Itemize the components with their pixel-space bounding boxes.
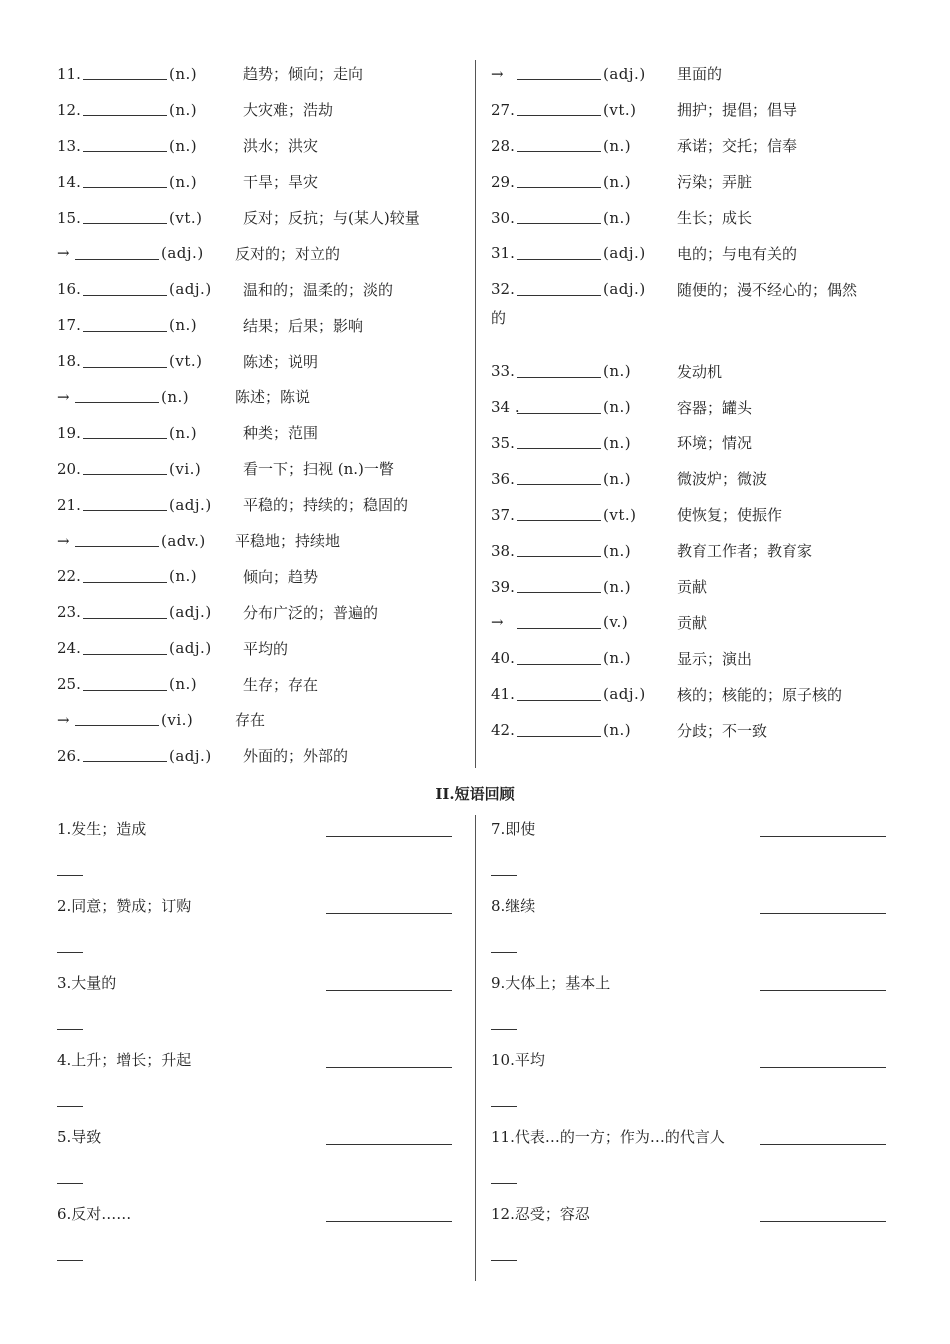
answer-line[interactable] <box>326 990 452 991</box>
answer-blank[interactable] <box>83 79 167 80</box>
item-number: 28. <box>491 136 515 155</box>
item-number: 11. <box>57 64 81 83</box>
section-heading: II.短语回顾 <box>435 785 515 803</box>
answer-blank[interactable] <box>517 736 601 737</box>
item-number: 34 . <box>491 398 520 417</box>
vocab-item <box>57 523 467 559</box>
part-of-speech: (n.) <box>603 172 632 191</box>
item-number: 17. <box>57 316 81 335</box>
vocab-item <box>491 712 911 748</box>
phrase-prompt: 7.即使 <box>491 820 536 838</box>
word-meaning: 外面的；外部的 <box>243 747 349 766</box>
vocab-item <box>491 569 911 605</box>
item-number: 23. <box>57 603 81 622</box>
part-of-speech: (vi.) <box>169 459 202 478</box>
part-of-speech: (n.) <box>169 316 198 335</box>
answer-blank[interactable] <box>517 79 601 80</box>
part-of-speech: (adj.) <box>169 639 212 658</box>
answer-line-continuation[interactable] <box>57 875 83 876</box>
vocab-item <box>57 164 467 200</box>
vocab-item <box>57 666 467 702</box>
word-meaning: 教育工作者；教育家 <box>677 542 813 561</box>
part-of-speech: (n.) <box>169 64 198 83</box>
part-of-speech: (adv.) <box>161 531 206 550</box>
item-number: 39. <box>491 577 515 596</box>
item-number: 40. <box>491 649 515 668</box>
part-of-speech: (adj.) <box>603 685 646 704</box>
word-meaning: 趋势；倾向；走向 <box>243 65 364 84</box>
answer-blank[interactable] <box>517 484 601 485</box>
word-meaning: 里面的 <box>677 65 723 84</box>
vocab-list-left <box>57 56 467 774</box>
vocab-item <box>491 200 911 236</box>
word-meaning: 陈述；陈说 <box>235 388 311 407</box>
phrase-prompt: 8.继续 <box>491 897 536 915</box>
vocab-item <box>491 271 911 307</box>
vocab-item <box>491 128 911 164</box>
part-of-speech: (n.) <box>603 649 632 668</box>
word-meaning: 平稳地；持续地 <box>235 532 341 551</box>
word-meaning: 反对的；对立的 <box>235 244 341 263</box>
vocab-item <box>57 92 467 128</box>
item-number: 33. <box>491 362 515 381</box>
answer-blank[interactable] <box>83 151 167 152</box>
answer-line-continuation[interactable] <box>491 952 517 953</box>
item-number: 29. <box>491 172 515 191</box>
part-of-speech: (n.) <box>603 577 632 596</box>
answer-blank[interactable] <box>83 618 167 619</box>
part-of-speech: (adj.) <box>161 244 204 263</box>
item-number: 14. <box>57 172 81 191</box>
phrase-prompt: 11.代表…的一方；作为…的代言人 <box>491 1128 725 1146</box>
item-number: → <box>57 244 70 263</box>
answer-blank[interactable] <box>75 259 159 260</box>
answer-blank[interactable] <box>517 377 601 378</box>
answer-blank[interactable] <box>517 259 601 260</box>
answer-line-continuation[interactable] <box>491 875 517 876</box>
item-number: 31. <box>491 244 515 263</box>
word-meaning: 发动机 <box>677 362 723 381</box>
answer-line[interactable] <box>760 990 886 991</box>
word-meaning: 生长；成长 <box>677 209 753 227</box>
vocab-list-right <box>491 56 911 748</box>
item-number: → <box>491 613 504 632</box>
answer-line[interactable] <box>760 836 886 837</box>
vocab-item <box>57 271 467 307</box>
answer-line[interactable] <box>326 836 452 837</box>
vocab-item <box>57 307 467 343</box>
vocab-item <box>491 533 911 569</box>
answer-blank[interactable] <box>83 438 167 439</box>
phrase-prompt: 2.同意；赞成；订购 <box>57 897 192 915</box>
part-of-speech: (vt.) <box>169 208 203 227</box>
vocab-item <box>57 415 467 451</box>
word-meaning: 存在 <box>235 711 266 730</box>
item-number: → <box>57 531 70 550</box>
part-of-speech: (vi.) <box>161 710 194 729</box>
word-meaning: 大灾难；浩劫 <box>243 101 334 120</box>
word-meaning: 温和的；温柔的；淡的 <box>243 280 394 299</box>
answer-blank[interactable] <box>517 223 601 224</box>
vocab-item <box>57 558 467 594</box>
item-number: 15. <box>57 208 81 227</box>
word-meaning: 拥护；提倡；倡导 <box>677 101 798 120</box>
part-of-speech: (n.) <box>603 541 632 560</box>
item-number: 12. <box>57 100 81 119</box>
answer-line[interactable] <box>760 913 886 914</box>
column-divider <box>475 815 476 1281</box>
item-number: 32. <box>491 280 515 299</box>
part-of-speech: (adj.) <box>169 746 212 765</box>
answer-blank[interactable] <box>75 546 159 547</box>
word-meaning: 电的；与电有关的 <box>677 244 798 263</box>
answer-line[interactable] <box>760 1144 886 1145</box>
answer-line-continuation[interactable] <box>491 1029 517 1030</box>
phrase-prompt: 3.大量的 <box>57 974 117 992</box>
answer-line-continuation[interactable] <box>57 1029 83 1030</box>
item-number: 24. <box>57 639 81 658</box>
part-of-speech: (adj.) <box>603 280 646 299</box>
item-number: 16. <box>57 280 81 299</box>
part-of-speech: (adj.) <box>169 603 212 622</box>
word-meaning: 看一下；扫视 (n.)一瞥 <box>243 460 394 479</box>
part-of-speech: (n.) <box>603 136 632 155</box>
answer-blank[interactable] <box>83 654 167 655</box>
part-of-speech: (adj.) <box>603 64 646 83</box>
word-meaning: 承诺；交托；信奉 <box>677 137 798 156</box>
vocab-item <box>491 56 911 92</box>
vocab-item <box>57 738 467 774</box>
item-number: 18. <box>57 352 81 371</box>
word-meaning: 平均的 <box>243 639 289 658</box>
phrase-prompt: 4.上升；增长；升起 <box>57 1051 192 1069</box>
part-of-speech: (n.) <box>169 423 198 442</box>
vocab-item <box>491 461 911 497</box>
answer-line[interactable] <box>326 1144 452 1145</box>
vocab-item <box>57 630 467 666</box>
answer-blank[interactable] <box>83 187 167 188</box>
answer-blank[interactable] <box>517 592 601 593</box>
word-meaning: 种类；范围 <box>243 424 319 443</box>
item-number: → <box>57 387 70 406</box>
item-number: 36. <box>491 469 515 488</box>
answer-blank[interactable] <box>83 331 167 332</box>
part-of-speech: (n.) <box>603 208 632 227</box>
word-meaning: 倾向；趋势 <box>243 567 319 586</box>
vocab-item <box>491 164 911 200</box>
word-meaning: 使恢复；使振作 <box>677 506 783 525</box>
part-of-speech: (vt.) <box>169 352 203 371</box>
part-of-speech: (adj.) <box>603 244 646 263</box>
answer-blank[interactable] <box>83 474 167 475</box>
word-meaning: 容器；罐头 <box>677 398 753 417</box>
answer-blank[interactable] <box>83 367 167 368</box>
vocab-item <box>491 497 911 533</box>
item-number: 26. <box>57 746 81 765</box>
phrase-prompt: 9.大体上；基本上 <box>491 974 611 992</box>
word-meaning: 随便的；漫不经心的；偶然 <box>677 280 858 299</box>
part-of-speech: (vt.) <box>603 100 637 119</box>
vocab-item <box>57 487 467 523</box>
part-of-speech: (v.) <box>603 613 629 632</box>
vocab-item <box>491 92 911 128</box>
vocab-item <box>491 640 911 676</box>
vocab-item <box>491 235 911 271</box>
vocab-item <box>57 379 467 415</box>
part-of-speech: (n.) <box>603 398 632 417</box>
part-of-speech: (n.) <box>603 362 632 381</box>
part-of-speech: (n.) <box>169 136 198 155</box>
item-number: 42. <box>491 721 515 740</box>
part-of-speech: (n.) <box>603 433 632 452</box>
answer-blank[interactable] <box>75 725 159 726</box>
phrase-prompt: 12.忍受；容忍 <box>491 1205 590 1223</box>
item-number: 21. <box>57 495 81 514</box>
part-of-speech: (n.) <box>161 387 190 406</box>
answer-blank[interactable] <box>83 115 167 116</box>
word-meaning: 平稳的；持续的；稳固的 <box>243 496 409 515</box>
part-of-speech: (n.) <box>169 172 198 191</box>
phrase-prompt: 1.发生；造成 <box>57 820 147 838</box>
word-meaning: 生存；存在 <box>243 675 319 694</box>
item-number: 19. <box>57 423 81 442</box>
answer-blank[interactable] <box>83 295 167 296</box>
answer-line-continuation[interactable] <box>491 1260 517 1261</box>
answer-line-continuation[interactable] <box>491 1106 517 1107</box>
word-meaning: 贡献 <box>677 613 708 632</box>
word-meaning: 陈述；说明 <box>243 352 319 371</box>
word-meaning: 反对；反抗；与(某人)较量 <box>243 209 420 227</box>
answer-line[interactable] <box>326 1067 452 1068</box>
item-number: 13. <box>57 136 81 155</box>
word-meaning: 洪水；洪灾 <box>243 137 319 156</box>
vocab-item <box>491 353 911 389</box>
answer-line-continuation[interactable] <box>57 952 83 953</box>
answer-blank[interactable] <box>517 664 601 665</box>
word-meaning: 干旱；旱灾 <box>243 173 319 192</box>
item-number: 25. <box>57 675 81 694</box>
word-meaning: 环境；情况 <box>677 434 753 453</box>
answer-blank[interactable] <box>517 628 601 629</box>
meaning-continuation: 的 <box>491 309 507 328</box>
item-number: 22. <box>57 567 81 586</box>
word-meaning: 分歧；不一致 <box>677 721 768 740</box>
vocab-item <box>57 128 467 164</box>
item-number: 20. <box>57 459 81 478</box>
item-number: 37. <box>491 505 515 524</box>
answer-line[interactable] <box>760 1221 886 1222</box>
vocab-item <box>57 235 467 271</box>
vocab-item <box>491 389 911 425</box>
answer-blank[interactable] <box>517 151 601 152</box>
answer-line-continuation[interactable] <box>57 1183 83 1184</box>
phrase-prompt: 6.反对…… <box>57 1205 132 1223</box>
answer-blank[interactable] <box>517 448 601 449</box>
vocab-item <box>57 594 467 630</box>
answer-blank[interactable] <box>517 115 601 116</box>
word-meaning: 污染；弄脏 <box>677 173 753 192</box>
answer-blank[interactable] <box>517 295 601 296</box>
word-meaning: 贡献 <box>677 578 708 597</box>
phrase-prompt: 5.导致 <box>57 1128 102 1146</box>
column-divider <box>475 60 476 768</box>
answer-blank[interactable] <box>83 223 167 224</box>
vocab-item <box>57 702 467 738</box>
answer-blank[interactable] <box>517 556 601 557</box>
vocab-item <box>57 343 467 379</box>
item-number: → <box>491 64 504 83</box>
vocab-item <box>491 604 911 640</box>
word-meaning: 微波炉；微波 <box>677 470 768 489</box>
item-number: 30. <box>491 208 515 227</box>
answer-line-continuation[interactable] <box>57 1106 83 1107</box>
item-number: 38. <box>491 541 515 560</box>
answer-line-continuation[interactable] <box>491 1183 517 1184</box>
answer-blank[interactable] <box>517 187 601 188</box>
part-of-speech: (adj.) <box>169 280 212 299</box>
vocab-item <box>491 676 911 712</box>
part-of-speech: (n.) <box>169 675 198 694</box>
answer-line-continuation[interactable] <box>57 1260 83 1261</box>
item-number: 41. <box>491 685 515 704</box>
part-of-speech: (adj.) <box>169 495 212 514</box>
vocab-item <box>57 56 467 92</box>
part-of-speech: (n.) <box>169 100 198 119</box>
word-meaning: 显示；演出 <box>677 649 753 668</box>
answer-line[interactable] <box>760 1067 886 1068</box>
part-of-speech: (n.) <box>169 567 198 586</box>
word-meaning: 分布广泛的；普遍的 <box>243 603 379 622</box>
item-number: 35. <box>491 433 515 452</box>
vocab-item <box>491 425 911 461</box>
answer-blank[interactable] <box>75 402 159 403</box>
item-number: 27. <box>491 100 515 119</box>
part-of-speech: (n.) <box>603 469 632 488</box>
vocab-item <box>57 451 467 487</box>
answer-blank[interactable] <box>517 520 601 521</box>
vocab-item <box>57 200 467 236</box>
answer-blank[interactable] <box>83 761 167 762</box>
answer-line[interactable] <box>326 913 452 914</box>
part-of-speech: (vt.) <box>603 505 637 524</box>
item-number: → <box>57 710 70 729</box>
answer-line[interactable] <box>326 1221 452 1222</box>
word-meaning: 核的；核能的；原子核的 <box>677 685 843 704</box>
part-of-speech: (n.) <box>603 721 632 740</box>
answer-blank[interactable] <box>83 582 167 583</box>
word-meaning: 结果；后果；影响 <box>243 316 364 335</box>
answer-blank[interactable] <box>517 700 601 701</box>
phrase-prompt: 10.平均 <box>491 1051 545 1069</box>
answer-blank[interactable] <box>517 413 601 414</box>
answer-blank[interactable] <box>83 510 167 511</box>
answer-blank[interactable] <box>83 690 167 691</box>
